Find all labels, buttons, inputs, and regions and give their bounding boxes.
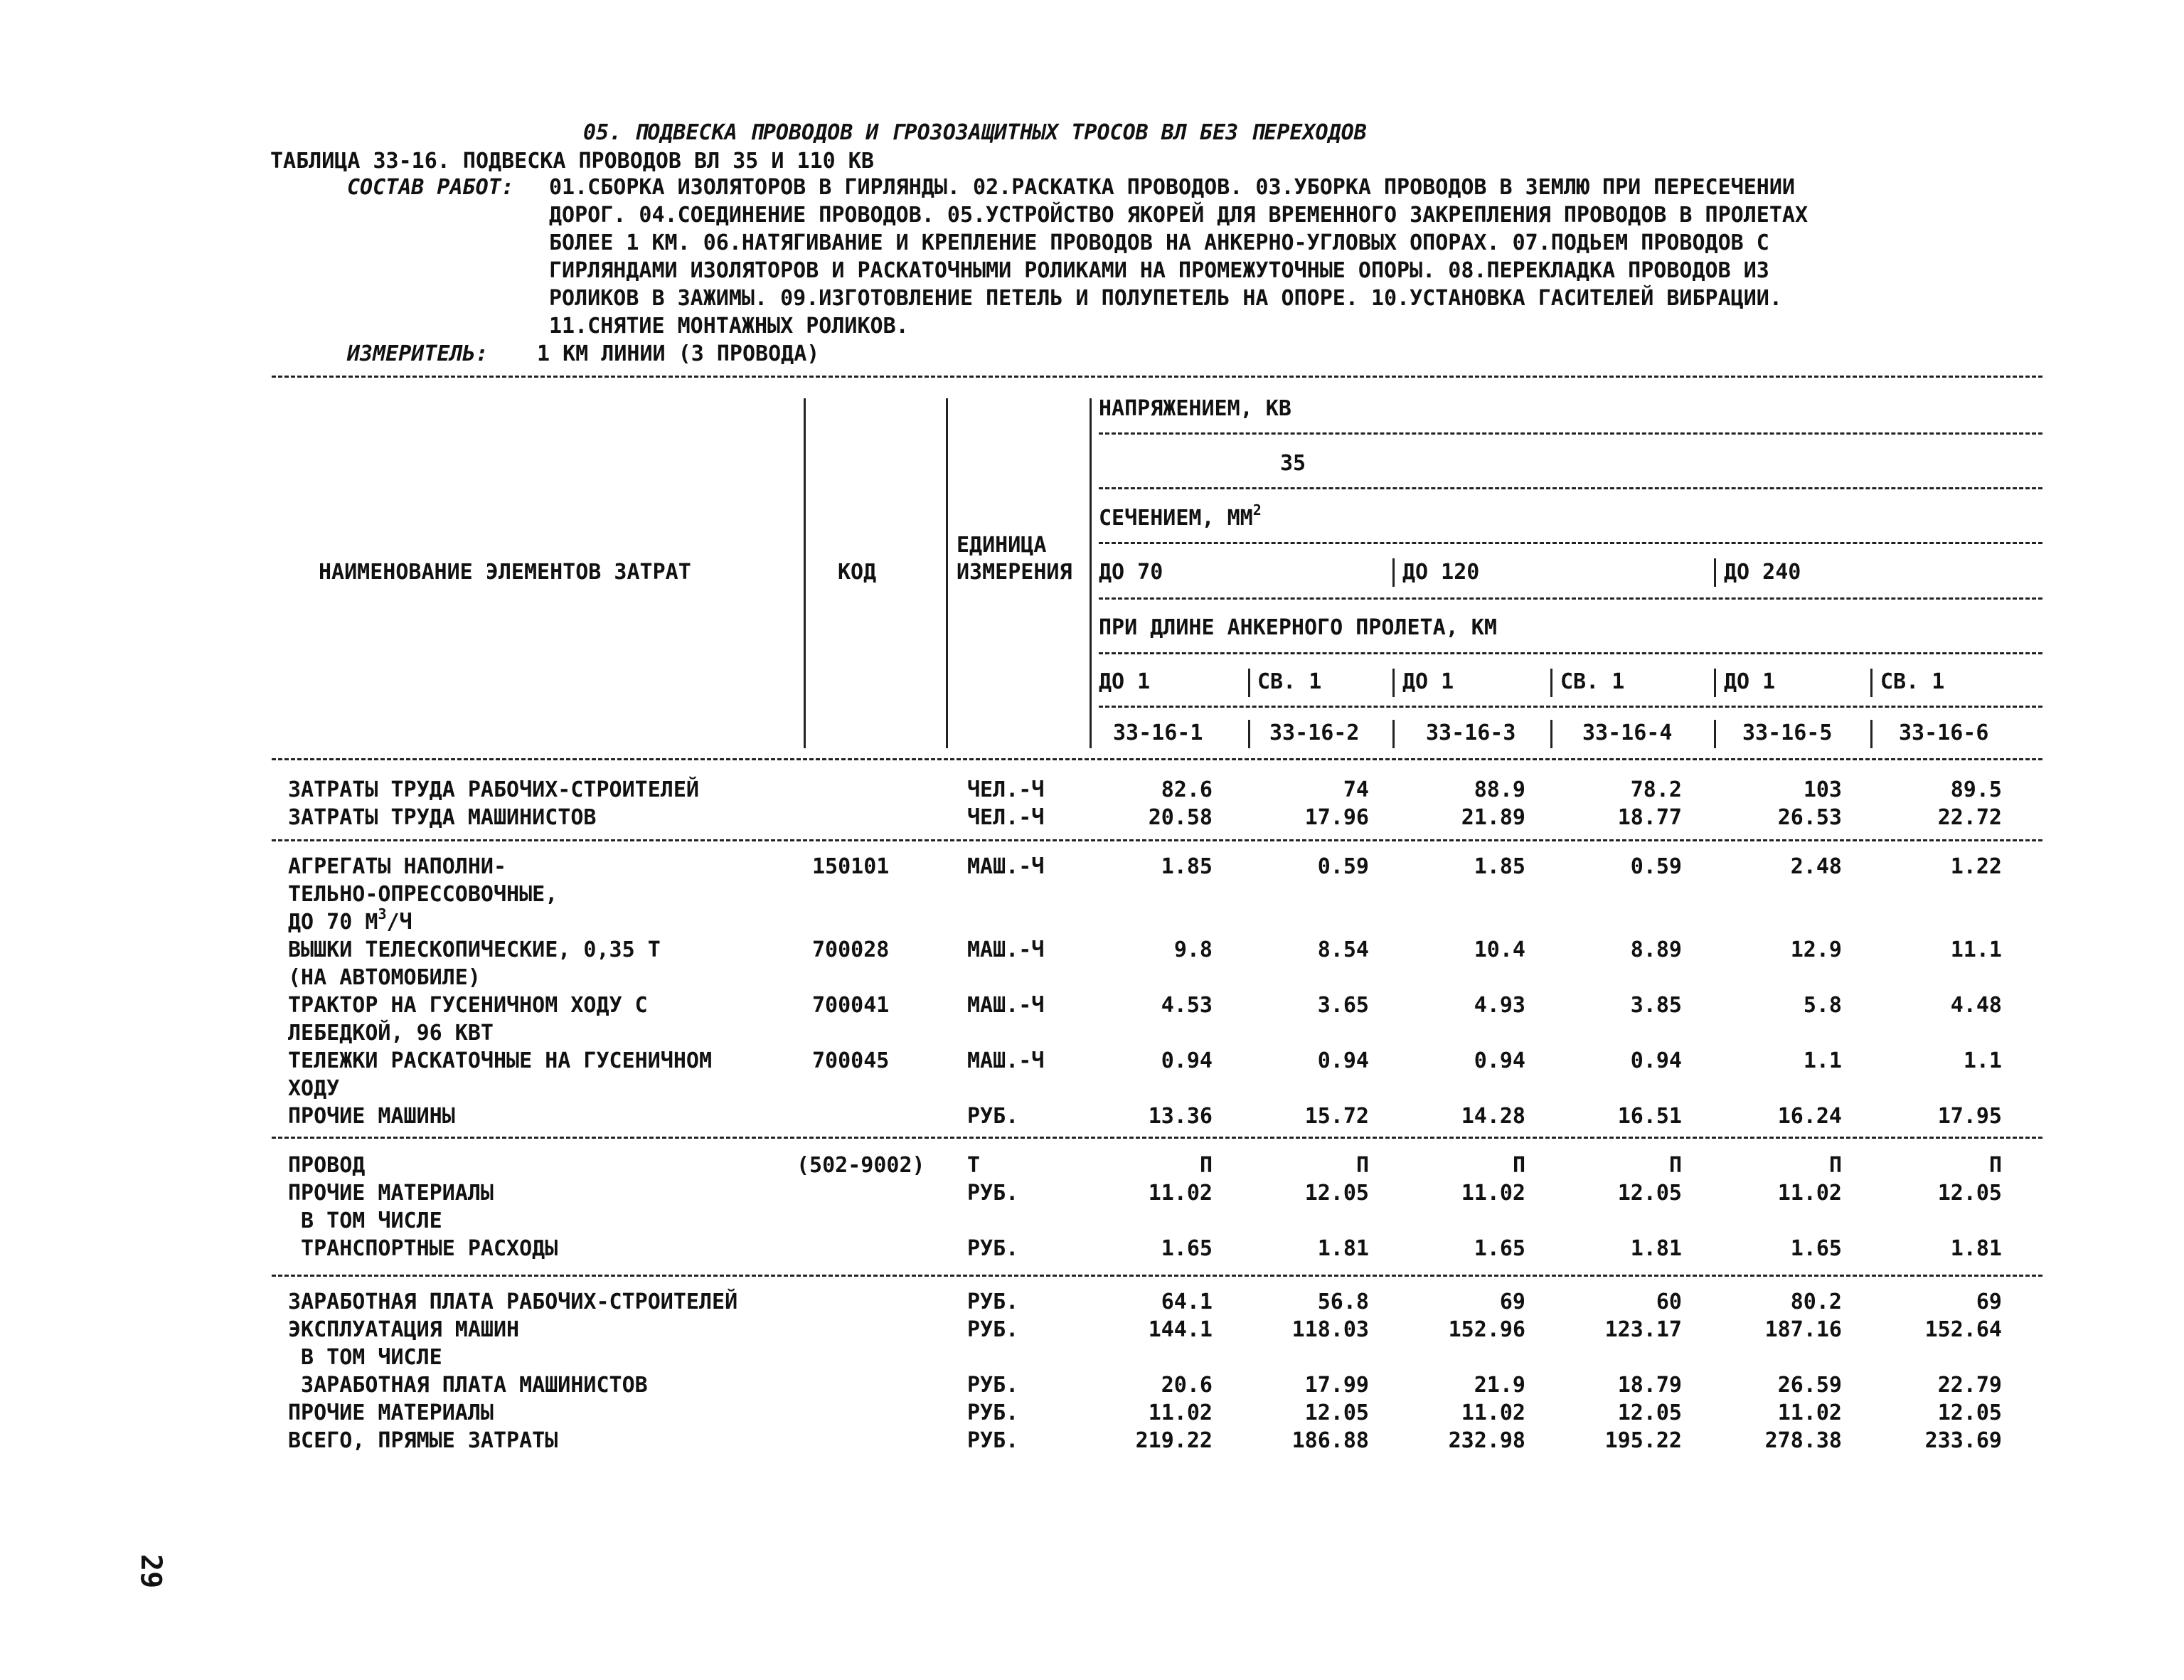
table-title: ТАБЛИЦА 33-16. ПОДВЕСКА ПРОВОДОВ ВЛ 35 И 110 КВ (270, 149, 874, 174)
divider (1099, 432, 2042, 435)
value-cell: 1.81 (1630, 1236, 1682, 1261)
value-cell: 219.22 (1135, 1428, 1213, 1453)
divider (1099, 652, 2042, 654)
value-cell: 12.05 (1937, 1181, 2002, 1206)
value-cell: 17.99 (1304, 1373, 1369, 1398)
column-divider (1550, 720, 1552, 748)
value-cell: 123.17 (1604, 1317, 1682, 1342)
value-cell: 14.28 (1461, 1104, 1525, 1129)
value-cell: 16.24 (1777, 1104, 1842, 1129)
column-code: 33-16-6 (1899, 721, 1989, 745)
span-value: ДО 1 (1099, 669, 1151, 694)
value-cell: 78.2 (1630, 777, 1682, 802)
value-cell: 12.05 (1304, 1181, 1369, 1206)
row-unit: ЧЕЛ.-Ч (967, 777, 1045, 802)
value-cell: 0.94 (1161, 1048, 1213, 1073)
value-cell: П (1199, 1153, 1213, 1178)
row-name: В ТОМ ЧИСЛЕ (288, 1208, 442, 1233)
row-unit: РУБ. (967, 1236, 1019, 1261)
work-line: РОЛИКОВ В ЗАЖИМЫ. 09.ИЗГОТОВЛЕНИЕ ПЕТЕЛЬ И ПОЛУПЕТЕЛЬ НА ОПОРЕ. 10.УСТАНОВКА ГАСИТЕЛЕЙ ВИБРАЦИИ. (549, 286, 1782, 311)
value-cell: 1.81 (1950, 1236, 2002, 1261)
column-divider (1392, 558, 1395, 587)
divider (272, 839, 2042, 841)
value-cell: 18.79 (1617, 1373, 1682, 1398)
value-cell: 1.85 (1474, 854, 1525, 879)
value-cell: 69 (1499, 1290, 1525, 1314)
value-cell: 15.72 (1304, 1104, 1369, 1129)
row-name: ПРОЧИЕ МАШИНЫ (288, 1104, 455, 1129)
value-cell: 56.8 (1317, 1290, 1369, 1314)
work-line: ДОРОГ. 04.СОЕДИНЕНИЕ ПРОВОДОВ. 05.УСТРОЙСТВО ЯКОРЕЙ ДЛЯ ВРЕМЕННОГО ЗАКРЕПЛЕНИЯ ПРОВОДОВ В ПРОЛЕТАХ (549, 203, 1809, 228)
row-name: ПРОЧИЕ МАТЕРИАЛЫ (288, 1181, 494, 1206)
column-code: 33-16-4 (1582, 721, 1673, 745)
value-cell: 11.02 (1777, 1400, 1842, 1425)
value-cell: 9.8 (1173, 937, 1213, 962)
row-unit: РУБ. (967, 1400, 1019, 1425)
value-cell: 4.48 (1950, 993, 2002, 1018)
column-code: 33-16-5 (1742, 721, 1833, 745)
value-cell: 1.85 (1161, 854, 1213, 879)
value-cell: 88.9 (1474, 777, 1525, 802)
column-divider (1248, 720, 1250, 748)
row-unit: РУБ. (967, 1181, 1019, 1206)
work-line: 11.СНЯТИЕ МОНТАЖНЫХ РОЛИКОВ. (549, 314, 909, 339)
value-cell: 60 (1656, 1290, 1682, 1314)
column-divider (1714, 720, 1716, 748)
span-value: СВ. 1 (1560, 669, 1625, 694)
column-divider (1714, 669, 1716, 697)
section-group: ДО 70 (1099, 560, 1163, 585)
column-divider (1392, 669, 1395, 697)
value-cell: 232.98 (1448, 1428, 1525, 1453)
value-cell: 11.1 (1950, 937, 2002, 962)
value-cell: 1.65 (1161, 1236, 1213, 1261)
value-cell: 11.02 (1148, 1181, 1213, 1206)
value-cell: 17.96 (1304, 805, 1369, 830)
row-name: (НА АВТОМОБИЛЕ) (288, 965, 481, 990)
value-cell: 20.58 (1148, 805, 1213, 830)
value-cell: 152.64 (1924, 1317, 2002, 1342)
row-name-sup: 3 (378, 905, 387, 923)
value-cell: 4.93 (1474, 993, 1525, 1018)
row-unit: РУБ. (967, 1428, 1019, 1453)
value-cell: 13.36 (1148, 1104, 1213, 1129)
value-cell: 1.65 (1790, 1236, 1842, 1261)
row-name: ТРАНСПОРТНЫЕ РАСХОДЫ (288, 1236, 558, 1261)
row-code: 700045 (812, 1048, 890, 1073)
row-name: ЗАРАБОТНАЯ ПЛАТА РАБОЧИХ-СТРОИТЕЛЕЙ (288, 1290, 738, 1314)
value-cell: 278.38 (1764, 1428, 1842, 1453)
value-cell: 11.02 (1148, 1400, 1213, 1425)
row-unit: РУБ. (967, 1104, 1019, 1129)
voltage-value: 35 (1280, 451, 1306, 476)
row-name-part: ДО 70 М (288, 910, 378, 935)
row-name: ТЕЛЕЖКИ РАСКАТОЧНЫЕ НА ГУСЕНИЧНОМ (288, 1048, 713, 1073)
value-cell: 20.6 (1161, 1373, 1213, 1398)
value-cell: 10.4 (1474, 937, 1525, 962)
meter-value: 1 КМ ЛИНИИ (3 ПРОВОДА) (537, 341, 820, 366)
value-cell: 74 (1343, 777, 1369, 802)
value-cell: 82.6 (1161, 777, 1213, 802)
value-cell: 12.05 (1617, 1181, 1682, 1206)
span-header: ПРИ ДЛИНЕ АНКЕРНОГО ПРОЛЕТА, КМ (1099, 615, 1497, 640)
value-cell: П (1828, 1153, 1842, 1178)
row-unit: РУБ. (967, 1290, 1019, 1314)
row-name: ПРОЧИЕ МАТЕРИАЛЫ (288, 1400, 494, 1425)
column-code: 33-16-3 (1426, 721, 1516, 745)
value-cell: 8.89 (1630, 937, 1682, 962)
row-name: ЗАТРАТЫ ТРУДА МАШИНИСТОВ (288, 805, 597, 830)
row-name: ЗАРАБОТНАЯ ПЛАТА МАШИНИСТОВ (288, 1373, 648, 1398)
row-unit: МАШ.-Ч (967, 854, 1045, 879)
column-divider (1870, 720, 1873, 748)
unit-column-header: ЕДИНИЦА (957, 533, 1047, 558)
value-cell: 152.96 (1448, 1317, 1525, 1342)
value-cell: 89.5 (1950, 777, 2002, 802)
row-name: ЗАТРАТЫ ТРУДА РАБОЧИХ-СТРОИТЕЛЕЙ (288, 777, 699, 802)
row-code: 150101 (812, 854, 890, 879)
voltage-header: НАПРЯЖЕНИЕМ, КВ (1099, 396, 1291, 421)
span-value: СВ. 1 (1257, 669, 1322, 694)
span-value: ДО 1 (1724, 669, 1776, 694)
row-name: ТЕЛЬНО-ОПРЕССОВОЧНЫЕ, (288, 882, 558, 907)
value-cell: 0.94 (1317, 1048, 1369, 1073)
value-cell: П (1668, 1153, 1682, 1178)
value-cell: 0.59 (1317, 854, 1369, 879)
value-cell: 11.02 (1461, 1400, 1525, 1425)
divider (272, 376, 2042, 378)
section-group: ДО 120 (1402, 560, 1480, 585)
row-code: (502-9002) (797, 1153, 925, 1178)
value-cell: П (1512, 1153, 1525, 1178)
value-cell: П (1988, 1153, 2002, 1178)
value-cell: 1.1 (1963, 1048, 2002, 1073)
unit-column-header: ИЗМЕРЕНИЯ (957, 560, 1072, 585)
value-cell: 144.1 (1148, 1317, 1213, 1342)
name-column-header: НАИМЕНОВАНИЕ ЭЛЕМЕНТОВ ЗАТРАТ (319, 560, 691, 585)
value-cell: П (1355, 1153, 1369, 1178)
value-cell: 3.85 (1630, 993, 1682, 1018)
row-name: ВСЕГО, ПРЯМЫЕ ЗАТРАТЫ (288, 1428, 558, 1453)
divider (272, 1275, 2042, 1277)
value-cell: 16.51 (1617, 1104, 1682, 1129)
section-title: 05. ПОДВЕСКА ПРОВОДОВ И ГРОЗОЗАЩИТНЫХ ТРОСОВ ВЛ БЕЗ ПЕРЕХОДОВ (583, 120, 1367, 145)
row-name: АГРЕГАТЫ НАПОЛНИ- (288, 854, 507, 879)
divider (1099, 706, 2042, 708)
divider (1099, 597, 2042, 600)
value-cell: 26.53 (1777, 805, 1842, 830)
value-cell: 17.95 (1937, 1104, 2002, 1129)
column-divider (1870, 669, 1873, 697)
divider (272, 758, 2042, 760)
value-cell: 186.88 (1291, 1428, 1369, 1453)
row-unit: Т (967, 1153, 981, 1178)
value-cell: 18.77 (1617, 805, 1682, 830)
divider (272, 1137, 2042, 1139)
section-header (1099, 501, 1262, 532)
row-unit: ЧЕЛ.-Ч (967, 805, 1045, 830)
value-cell: 195.22 (1604, 1428, 1682, 1453)
value-cell: 12.05 (1937, 1400, 2002, 1425)
value-cell: 21.9 (1474, 1373, 1525, 1398)
value-cell: 2.48 (1790, 854, 1842, 879)
value-cell: 0.94 (1630, 1048, 1682, 1073)
value-cell: 0.94 (1474, 1048, 1525, 1073)
section-header-sup: 2 (1252, 501, 1262, 519)
column-divider (804, 398, 806, 748)
span-value: СВ. 1 (1880, 669, 1945, 694)
value-cell: 22.72 (1937, 805, 2002, 830)
value-cell: 1.1 (1803, 1048, 1842, 1073)
value-cell: 233.69 (1924, 1428, 2002, 1453)
value-cell: 1.81 (1317, 1236, 1369, 1261)
value-cell: 22.79 (1937, 1373, 2002, 1398)
row-unit: МАШ.-Ч (967, 993, 1045, 1018)
value-cell: 64.1 (1161, 1290, 1213, 1314)
column-code: 33-16-1 (1113, 721, 1203, 745)
divider (1099, 487, 2042, 489)
row-unit: РУБ. (967, 1373, 1019, 1398)
column-divider (946, 398, 948, 748)
column-code: 33-16-2 (1269, 721, 1360, 745)
row-code: 700028 (812, 937, 890, 962)
value-cell: 187.16 (1764, 1317, 1842, 1342)
page-number: 29 (134, 1554, 167, 1589)
row-name: ТРАКТОР НА ГУСЕНИЧНОМ ХОДУ С (288, 993, 648, 1018)
row-name (288, 905, 412, 936)
row-name: ЭКСПЛУАТАЦИЯ МАШИН (288, 1317, 520, 1342)
column-divider (1392, 720, 1395, 748)
value-cell: 1.22 (1950, 854, 2002, 879)
value-cell: 12.9 (1790, 937, 1842, 962)
section-group: ДО 240 (1724, 560, 1801, 585)
value-cell: 11.02 (1461, 1181, 1525, 1206)
row-name-part: /Ч (386, 910, 412, 935)
row-unit: МАШ.-Ч (967, 1048, 1045, 1073)
row-code: 700041 (812, 993, 890, 1018)
work-line: БОЛЕЕ 1 КМ. 06.НАТЯГИВАНИЕ И КРЕПЛЕНИЕ ПРОВОДОВ НА АНКЕРНО-УГЛОВЫХ ОПОРАХ. 07.ПОДЬЕМ ПРОВОДОВ С (549, 230, 1769, 255)
row-name: ЛЕБЕДКОЙ, 96 КВТ (288, 1021, 494, 1046)
value-cell: 12.05 (1617, 1400, 1682, 1425)
value-cell: 80.2 (1790, 1290, 1842, 1314)
work-line: 01.СБОРКА ИЗОЛЯТОРОВ В ГИРЛЯНДЫ. 02.РАСКАТКА ПРОВОДОВ. 03.УБОРКА ПРОВОДОВ В ЗЕМЛЮ ПРИ ПЕРЕСЕЧЕНИИ (549, 175, 1795, 200)
value-cell: 11.02 (1777, 1181, 1842, 1206)
divider (1099, 542, 2042, 544)
value-cell: 26.59 (1777, 1373, 1842, 1398)
value-cell: 21.89 (1461, 805, 1525, 830)
span-value: ДО 1 (1402, 669, 1454, 694)
value-cell: 103 (1803, 777, 1842, 802)
work-line: ГИРЛЯНДАМИ ИЗОЛЯТОРОВ И РАСКАТОЧНЫМИ РОЛИКАМИ НА ПРОМЕЖУТОЧНЫЕ ОПОРЫ. 08.ПЕРЕКЛАДКА ПРОВОДОВ ИЗ (549, 258, 1769, 283)
value-cell: 5.8 (1803, 993, 1842, 1018)
value-cell: 0.59 (1630, 854, 1682, 879)
value-cell: 8.54 (1317, 937, 1369, 962)
column-divider (1714, 558, 1716, 587)
value-cell: 69 (1976, 1290, 2002, 1314)
row-name: ПРОВОД (288, 1153, 366, 1178)
row-name: ВЫШКИ ТЕЛЕСКОПИЧЕСКИЕ, 0,35 Т (288, 937, 661, 962)
value-cell: 3.65 (1317, 993, 1369, 1018)
section-header-text: СЕЧЕНИЕМ, ММ (1099, 506, 1253, 531)
value-cell: 4.53 (1161, 993, 1213, 1018)
meter-label: ИЗМЕРИТЕЛЬ: (347, 341, 489, 366)
value-cell: 1.65 (1474, 1236, 1525, 1261)
value-cell: 12.05 (1304, 1400, 1369, 1425)
work-label: СОСТАВ РАБОТ: (347, 175, 514, 200)
row-unit: МАШ.-Ч (967, 937, 1045, 962)
value-cell: 118.03 (1291, 1317, 1369, 1342)
column-divider (1248, 669, 1250, 697)
column-divider (1090, 398, 1092, 748)
code-column-header: КОД (838, 560, 877, 585)
row-name: ХОДУ (288, 1076, 340, 1101)
row-name: В ТОМ ЧИСЛЕ (288, 1345, 442, 1370)
column-divider (1550, 669, 1552, 697)
row-unit: РУБ. (967, 1317, 1019, 1342)
